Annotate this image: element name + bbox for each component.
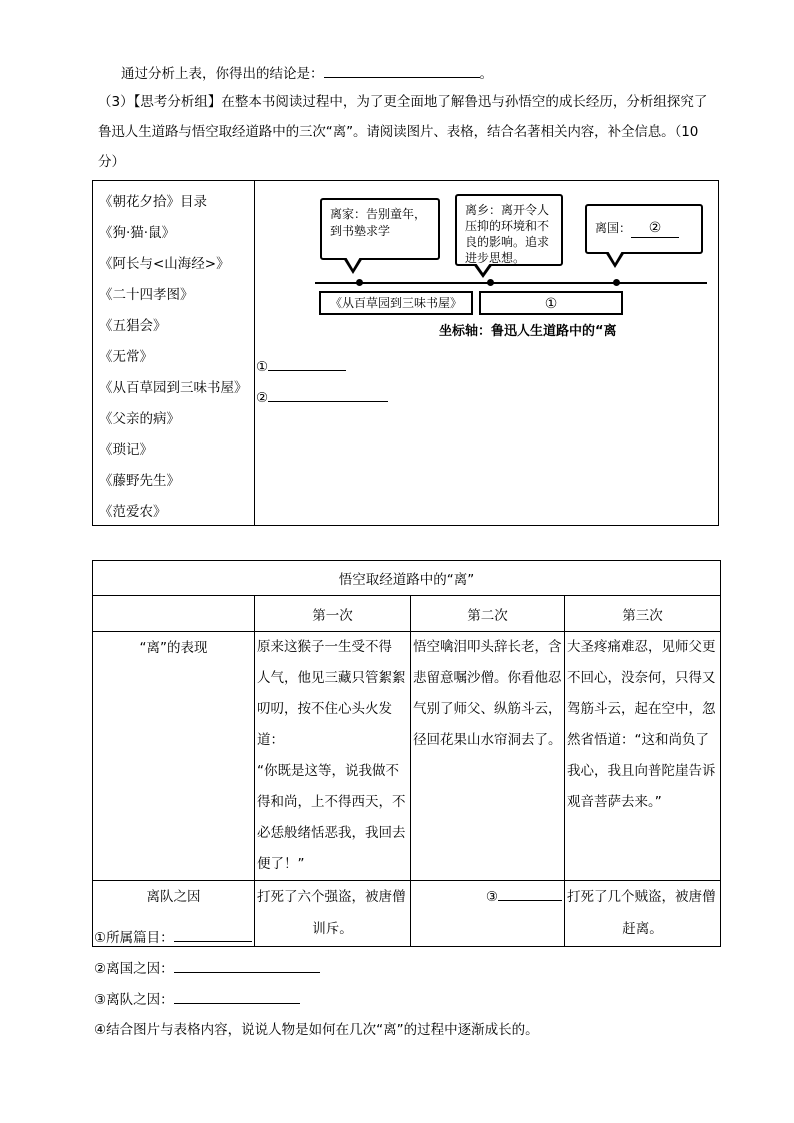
bubble3-label: 离国： xyxy=(595,221,632,235)
answer-1-line xyxy=(256,356,346,377)
question-3-line3: 分） xyxy=(98,154,125,170)
text-line: 叨叨，按不住心头火发道： xyxy=(257,701,392,748)
toc-item: 《五猖会》 xyxy=(99,318,167,334)
blank-3[interactable] xyxy=(498,886,562,901)
axis-point xyxy=(613,279,620,286)
header-first: 第一次 xyxy=(255,596,411,632)
text-line: 大圣疼痛难忍，见师父更 xyxy=(567,639,716,655)
text-line: 原来这猴子一生受不得 xyxy=(257,639,392,655)
q1-blank[interactable] xyxy=(174,927,252,942)
text-line: 然省悟道：“这和尚负了 xyxy=(567,732,709,748)
text-line: 驾筋斗云，起在空中，忽 xyxy=(567,701,716,717)
text-line: “你既是这等，说我做不 xyxy=(257,763,399,779)
q2-label: ②离国之因： xyxy=(94,961,174,977)
text-line: 不回心，没奈何，只得又 xyxy=(567,670,716,686)
q2-blank[interactable] xyxy=(174,958,320,973)
blank-1: ① xyxy=(511,295,591,314)
toc-item: 《阿长与<山海经>》 xyxy=(99,256,230,272)
blank-1-box[interactable] xyxy=(479,291,623,315)
toc-item: 《藤野先生》 xyxy=(99,473,180,489)
toc-item: 《父亲的病》 xyxy=(99,411,180,427)
q1-line xyxy=(94,927,252,948)
empty-header-cell xyxy=(93,596,255,632)
text-line: 得和尚，上不得西天，不 xyxy=(257,794,406,810)
axis-point xyxy=(487,279,494,286)
bubble-leave-country xyxy=(585,204,703,254)
timeline-caption: 坐标轴：鲁迅人生道路中的“离 xyxy=(439,324,617,339)
text-line: 必恁般绪恬恶我，我回去 xyxy=(257,825,406,841)
toc-item: 《狗·猫·鼠》 xyxy=(99,225,176,241)
toc-title: 《朝花夕拾》目录 xyxy=(99,194,207,210)
header-second: 第二次 xyxy=(411,596,565,632)
axis-point xyxy=(356,279,363,286)
q4-line: ④结合图片与表格内容，说说人物是如何在几次“离”的过程中逐渐成长的。 xyxy=(94,1022,539,1038)
timeline-figure xyxy=(315,190,710,340)
bubble-leave-home: 离家：告别童年，到书塾求学 xyxy=(320,198,440,260)
conclusion-prefix: 通过分析上表，你得出的结论是： xyxy=(121,66,324,82)
text-line: 打死了六个强盗，被唐僧 xyxy=(257,889,406,905)
conclusion-blank[interactable] xyxy=(324,63,480,78)
blank-3-num: ③ xyxy=(485,889,498,905)
cell-first-reason xyxy=(255,881,411,947)
toc-item: 《无常》 xyxy=(99,349,153,365)
text-line: 人气，他见三藏只管絮絮 xyxy=(257,670,406,686)
answer-1-blank[interactable] xyxy=(268,356,346,371)
conclusion-suffix: 。 xyxy=(479,66,493,82)
timeline-axis xyxy=(315,282,707,284)
text-line: 气别了师父、纵筋斗云， xyxy=(413,701,562,717)
text-line: 我心，我且向普陀崖告诉 xyxy=(567,763,716,779)
table-title: 悟空取经道路中的“离” xyxy=(93,561,721,596)
toc-item: 《琐记》 xyxy=(99,442,153,458)
answer-2-num: ② xyxy=(256,390,269,406)
row-label-performance: “离”的表现 xyxy=(93,632,255,881)
wukong-table xyxy=(92,560,721,947)
text-line: 径回花果山水帘洞去了。 xyxy=(413,732,562,748)
text-line: 赶离。 xyxy=(622,921,663,937)
bubble-tail-inner xyxy=(608,251,622,263)
cell-second-reason xyxy=(411,881,565,947)
cell-first-performance xyxy=(255,632,411,881)
toc-item: 《从百草园到三味书屋》 xyxy=(99,380,248,396)
answer-1-num: ① xyxy=(256,359,269,375)
essay-box: 《从百草园到三味书屋》 xyxy=(319,291,473,315)
q3-label: ③离队之因： xyxy=(94,992,174,1008)
toc-item: 《二十四孝图》 xyxy=(99,287,194,303)
blank-2[interactable]: ② xyxy=(631,220,679,238)
bubble-leave-hometown: 离乡：离开令人压抑的环境和不良的影响。追求进步思想。 xyxy=(455,194,563,266)
text-line: 便了！” xyxy=(257,856,305,872)
header-third: 第三次 xyxy=(565,596,721,632)
row-label-reason: 离队之因 xyxy=(93,881,255,947)
q2-line xyxy=(94,958,320,979)
conclusion-line xyxy=(121,63,493,84)
table-divider xyxy=(254,181,255,525)
text-line: 训斥。 xyxy=(312,921,353,937)
cell-second-performance xyxy=(411,632,565,881)
cell-third-performance xyxy=(565,632,721,881)
cell-third-reason xyxy=(565,881,721,947)
question-3-line1: （3）【思考分析组】在整本书阅读过程中，为了更全面地了解鲁迅与孙悟空的成长经历，分析组探究了 xyxy=(98,94,708,110)
text-line: 观音菩萨去来。” xyxy=(567,794,662,810)
q3-line xyxy=(94,989,300,1010)
q3-blank[interactable] xyxy=(174,989,300,1004)
toc-item: 《范爱农》 xyxy=(99,504,167,520)
bubble-tail-inner xyxy=(346,257,360,269)
question-3-line2: 鲁迅人生道路与悟空取经道路中的三次“离”。请阅读图片、表格，结合名著相关内容，补全信息。（10 xyxy=(98,124,699,140)
answer-2-line xyxy=(256,387,388,408)
bubble-tail-inner xyxy=(476,263,490,273)
text-line: 打死了几个贼盗，被唐僧 xyxy=(567,889,716,905)
question-3 xyxy=(98,87,728,177)
text-line: 悲留意嘱沙僧。你看他忍 xyxy=(413,670,562,686)
q1-label: ①所属篇目： xyxy=(94,930,174,946)
text-line: 悟空噙泪叩头辞长老，含 xyxy=(413,639,562,655)
answer-2-blank[interactable] xyxy=(268,387,388,402)
